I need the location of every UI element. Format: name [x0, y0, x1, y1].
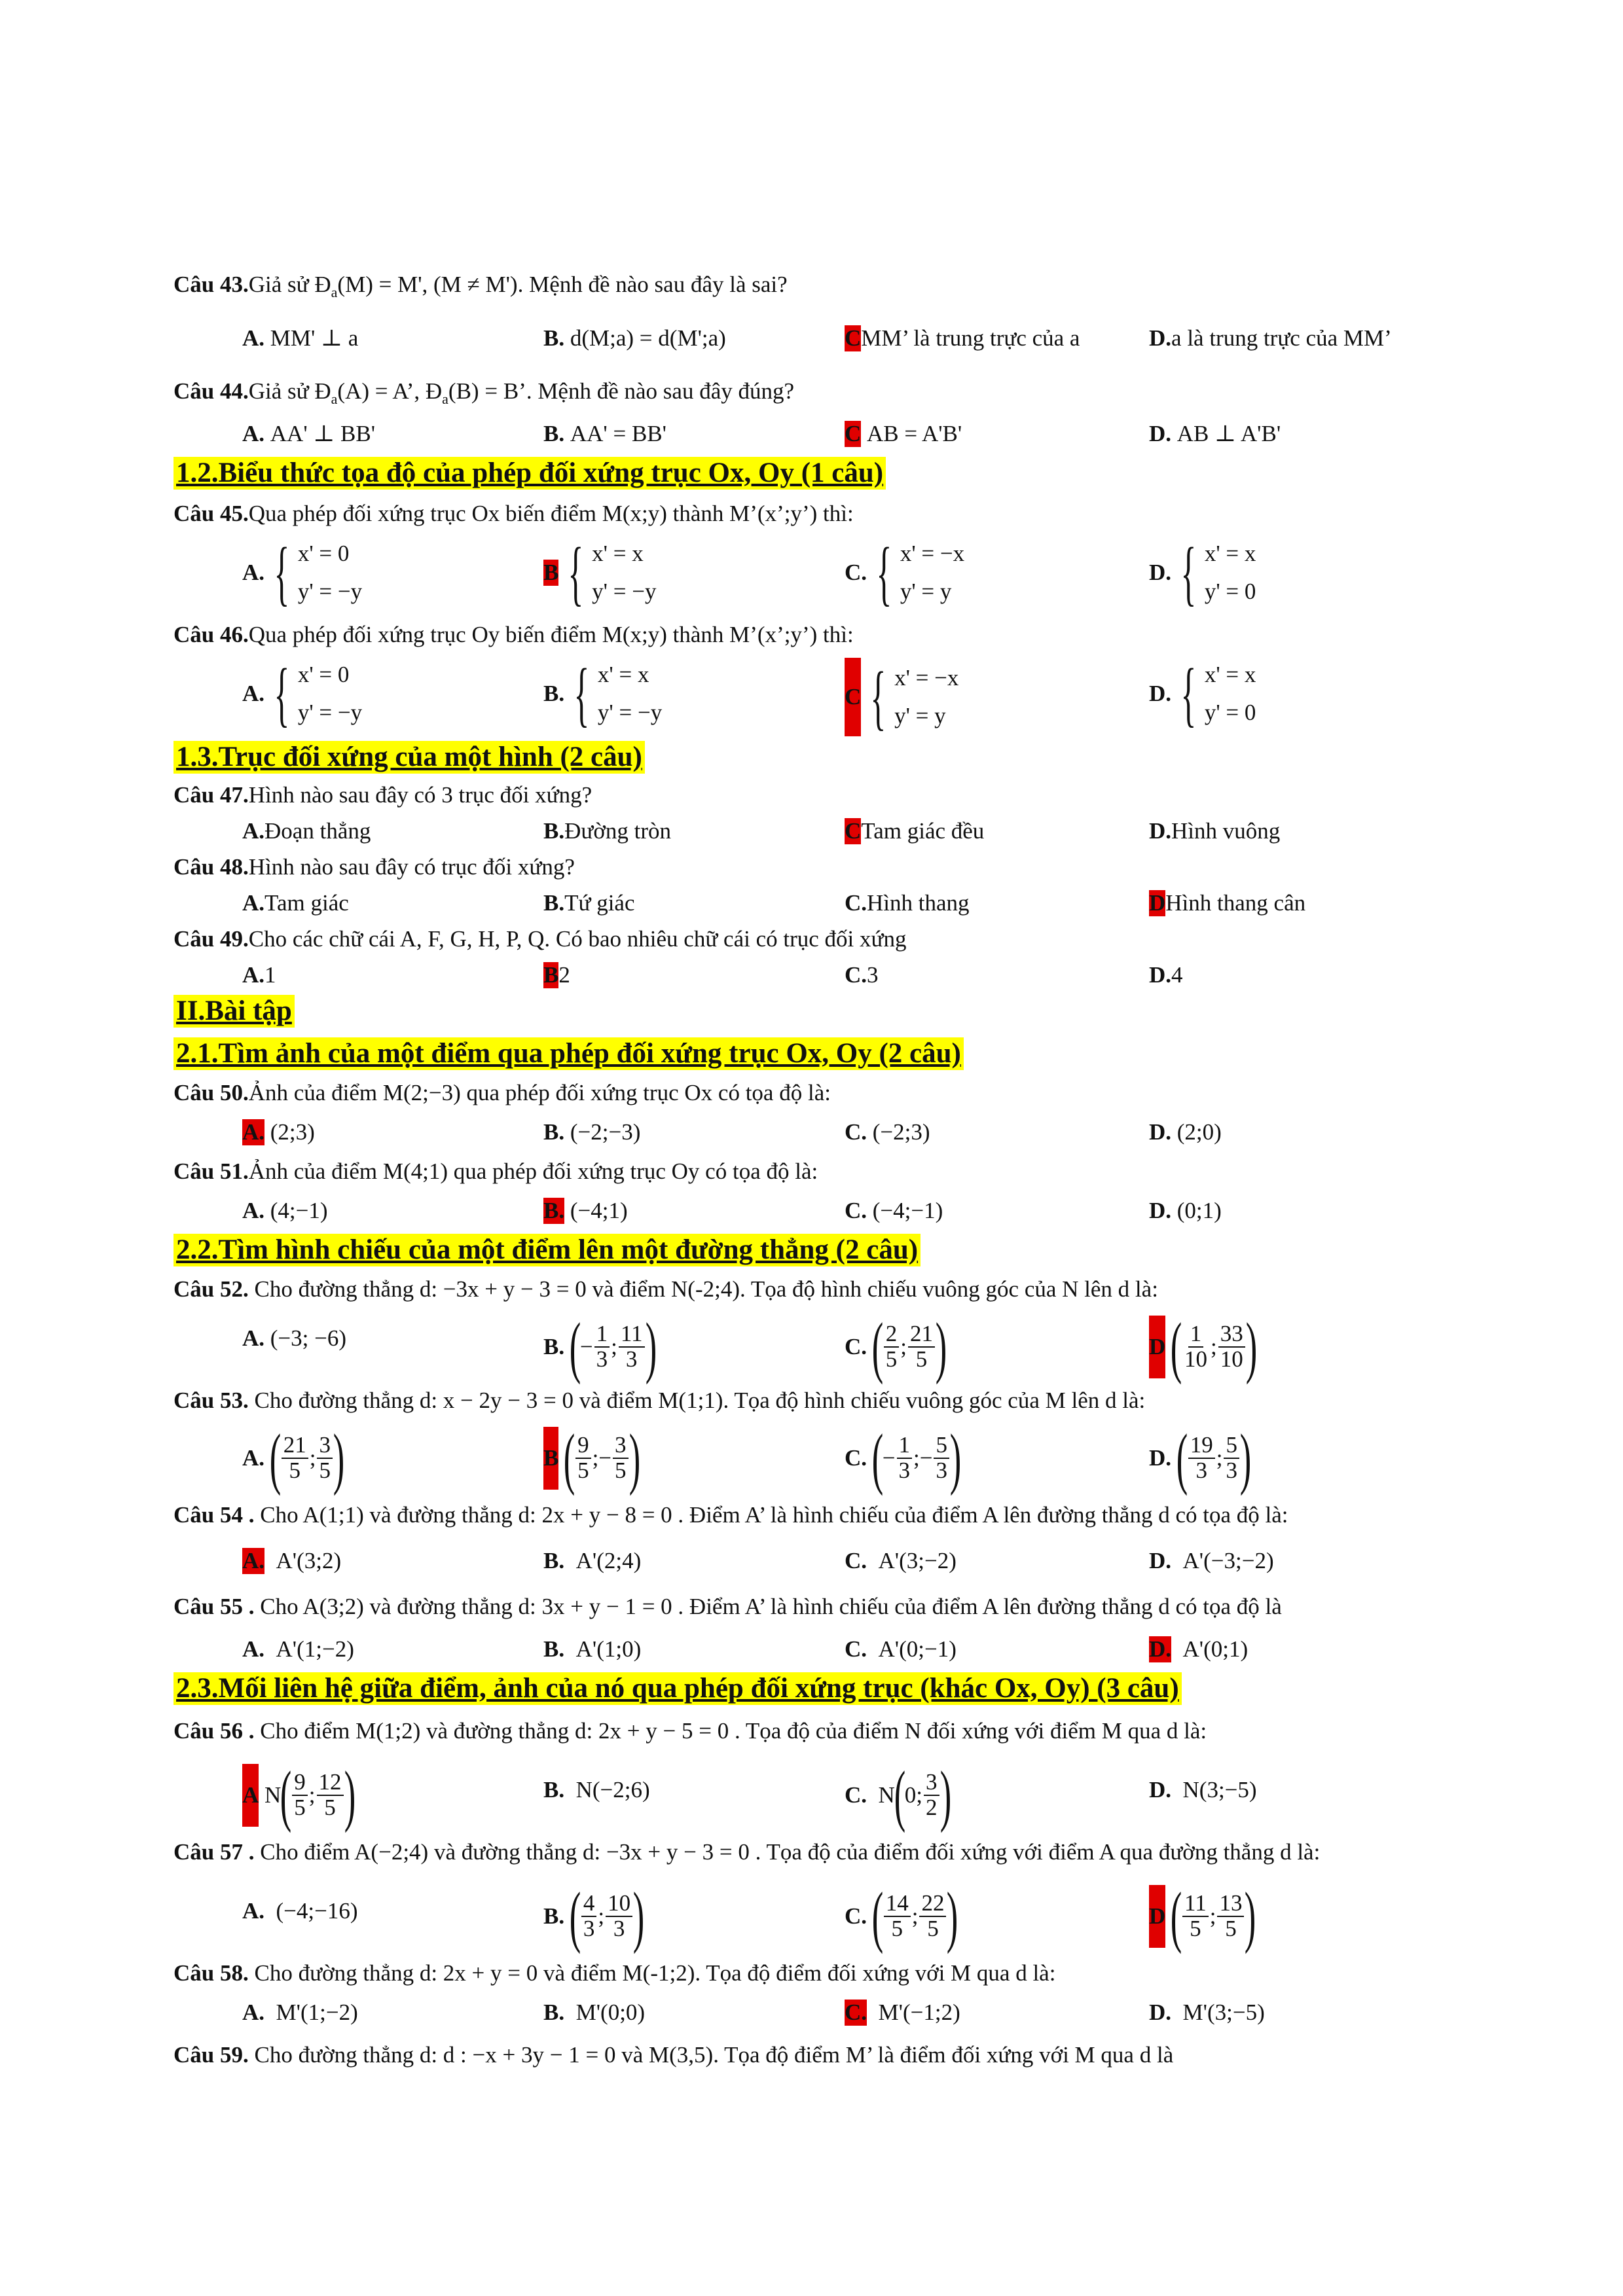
answer-marker: D	[1149, 890, 1166, 916]
q55-option-a[interactable]: A. A'(1;−2)	[242, 1636, 354, 1662]
q45-option-d[interactable]: D. { x' = x y' = 0	[1149, 533, 1256, 613]
q51-option-d[interactable]: D. (0;1)	[1149, 1198, 1222, 1223]
q44-option-c[interactable]: C AB = A'B'	[845, 421, 962, 446]
q46-option-a[interactable]: A. { x' = 0 y' = −y	[242, 654, 363, 734]
q50-option-b[interactable]: B. (−2;−3)	[543, 1119, 641, 1145]
q50-option-d[interactable]: D. (2;0)	[1149, 1119, 1222, 1145]
q56-option-c[interactable]: C. N ( 0; $\frac{3}{2}$ )	[845, 1757, 951, 1833]
answer-marker: C	[845, 421, 862, 446]
q52-option-b[interactable]: B. ( − $\frac{1}{3}$ ; $\frac{11}{3}$ )	[543, 1308, 657, 1385]
q52-option-c[interactable]: C. ( $\frac{2}{5}$ ; $\frac{21}{5}$ )	[845, 1308, 947, 1385]
answer-marker: C.	[845, 2000, 867, 2025]
answer-marker: D	[1149, 1316, 1165, 1378]
q55-option-b[interactable]: B. A'(1;0)	[543, 1636, 642, 1662]
q44-option-a[interactable]: A. AA' ⊥ BB'	[242, 421, 376, 446]
section-heading-1-2: 1.2.Biểu thức tọa độ của phép đối xứng trục Ox, Oy (1 câu)	[173, 457, 886, 490]
question-45: Câu 45.Qua phép đối xứng trục Ox biến điểm M(x;y) thành M’(x’;y’) thì:	[173, 501, 854, 526]
answer-marker: A.	[242, 1548, 265, 1573]
q53-option-c[interactable]: C. ( − $\frac{1}{3}$ ;− $\frac{5}{3}$ )	[845, 1420, 962, 1496]
question-46: Câu 46.Qua phép đối xứng trục Oy biến điểm M(x;y) thành M’(x’;y’) thì:	[173, 622, 854, 647]
section-heading-2-1: 2.1.Tìm ảnh của một điểm qua phép đối xứng trục Ox, Oy (2 câu)	[173, 1037, 964, 1070]
q52-option-d[interactable]: D ( $\frac{1}{10}$ ; $\frac{33}{10}$ )	[1149, 1308, 1257, 1385]
q54-option-b[interactable]: B. A'(2;4)	[543, 1548, 642, 1573]
q46-option-d[interactable]: D. { x' = x y' = 0	[1149, 654, 1256, 734]
q54-option-c[interactable]: C. A'(3;−2)	[845, 1548, 957, 1573]
q58-option-d[interactable]: D. M'(3;−5)	[1149, 2000, 1265, 2025]
q44-option-d[interactable]: D. AB ⊥ A'B'	[1149, 421, 1281, 446]
q51-option-a[interactable]: A. (4;−1)	[242, 1198, 328, 1223]
q47-option-b[interactable]: B. Đường tròn	[543, 818, 671, 844]
answer-marker: A.	[242, 1119, 265, 1145]
question-54: Câu 54 . Cho A(1;1) và đường thẳng d: 2x + y − 8 = 0 . Điểm A’ là hình chiếu của điểm A lên đường thẳng d có tọa độ là:	[173, 1502, 1288, 1528]
section-heading-ii: II.Bài tập	[173, 995, 295, 1028]
q46-option-b[interactable]: B. { x' = x y' = −y	[543, 654, 663, 734]
section-heading-1-3: 1.3.Trục đối xứng của một hình (2 câu)	[173, 741, 645, 774]
q44-option-b[interactable]: B. AA' = BB'	[543, 421, 666, 446]
question-51: Câu 51.Ảnh của điểm M(4;1) qua phép đối xứng trục Oy có tọa độ là:	[173, 1158, 818, 1184]
question-43: Câu 43.Giả sử $Đ_a(M) = M'$, (M ≠ M'). Mệnh đề nào sau đây là sai?	[173, 272, 788, 300]
question-49: Câu 49.Cho các chữ cái A, F, G, H, P, Q. Có bao nhiêu chữ cái có trục đối xứng	[173, 926, 907, 952]
q50-option-c[interactable]: C. (−2;3)	[845, 1119, 930, 1145]
q47-option-c[interactable]: C Tam giác đều	[845, 818, 985, 844]
q57-option-a[interactable]: A. (−4;−16)	[242, 1898, 358, 1924]
q43-option-c[interactable]: C MM’ là trung trực của a	[845, 325, 1080, 351]
q58-option-b[interactable]: B. M'(0;0)	[543, 2000, 646, 2025]
answer-marker: C	[845, 658, 861, 736]
answer-marker: B	[543, 962, 559, 988]
q58-option-c[interactable]: C. M'(−1;2)	[845, 2000, 960, 2025]
answer-marker: A	[242, 1764, 259, 1827]
answer-marker: B	[543, 560, 559, 585]
question-44: Câu 44.Giả sử $Đ_a(A) = A$’, $Đ_a(B) = B$’. Mệnh đề nào sau đây đúng?	[173, 378, 795, 407]
q53-option-a[interactable]: A. ( $\frac{21}{5}$ ; $\frac{3}{5}$ )	[242, 1420, 345, 1496]
q57-option-b[interactable]: B. ( $\frac{4}{3}$ ; $\frac{10}{3}$ )	[543, 1878, 645, 1954]
q49-option-c[interactable]: C. 3	[845, 962, 879, 988]
q51-option-c[interactable]: C. (−4;−1)	[845, 1198, 943, 1223]
question-56: Câu 56 . Cho điểm M(1;2) và đường thẳng d: 2x + y − 5 = 0 . Tọa độ của điểm N đối xứng với điểm M qua d là:	[173, 1718, 1207, 1744]
q54-option-d[interactable]: D. A'(−3;−2)	[1149, 1548, 1274, 1573]
answer-marker: C	[845, 325, 862, 351]
question-59: Câu 59. Cho đường thẳng d: d : −x + 3y − 1 = 0 và M(3,5). Tọa độ điểm M’ là điểm đối xứng với M qua d là	[173, 2042, 1174, 2068]
question-50: Câu 50.Ảnh của điểm M(2;−3) qua phép đối xứng trục Ox có tọa độ là:	[173, 1080, 831, 1105]
q52-option-a[interactable]: A. (−3; −6)	[242, 1325, 347, 1351]
question-47: Câu 47.Hình nào sau đây có 3 trục đối xứng?	[173, 782, 593, 808]
q43-option-a[interactable]: A. MM' ⊥ a	[242, 325, 359, 351]
question-58: Câu 58. Cho đường thẳng d: 2x + y = 0 và điểm M(-1;2). Tọa độ điểm đối xứng với M qua d là:	[173, 1960, 1056, 1986]
q53-option-d[interactable]: D. ( $\frac{19}{3}$ ; $\frac{5}{3}$ )	[1149, 1420, 1252, 1496]
q58-option-a[interactable]: A. M'(1;−2)	[242, 2000, 358, 2025]
question-52: Câu 52. Cho đường thẳng d: −3x + y − 3 = 0 và điểm N(-2;4). Tọa độ hình chiếu vuông góc của N lên d là:	[173, 1276, 1158, 1302]
q48-option-a[interactable]: A. Tam giác	[242, 890, 349, 916]
q56-option-d[interactable]: D. N(3;−5)	[1149, 1777, 1257, 1803]
question-48: Câu 48.Hình nào sau đây có trục đối xứng?	[173, 854, 575, 880]
q56-option-b[interactable]: B. N(−2;6)	[543, 1777, 650, 1803]
q57-option-c[interactable]: C. ( $\frac{14}{5}$ ; $\frac{22}{5}$ )	[845, 1878, 958, 1954]
q48-option-b[interactable]: B. Tứ giác	[543, 890, 635, 916]
q46-option-c[interactable]: C { x' = −x y' = y	[845, 657, 959, 737]
q56-option-a[interactable]: A N ( $\frac{9}{5}$ ; $\frac{12}{5}$ )	[242, 1757, 356, 1833]
q45-option-c[interactable]: C. { x' = −x y' = y	[845, 533, 965, 613]
question-55: Câu 55 . Cho A(3;2) và đường thẳng d: 3x + y − 1 = 0 . Điểm A’ là hình chiếu của điểm A lên đường thẳng d có tọa độ là	[173, 1594, 1282, 1619]
question-53: Câu 53. Cho đường thẳng d: x − 2y − 3 = 0 và điểm M(1;1). Tọa độ hình chiếu vuông góc của M lên d là:	[173, 1388, 1146, 1413]
answer-marker: C	[845, 818, 862, 844]
q53-option-b[interactable]: B ( $\frac{9}{5}$ ;− $\frac{3}{5}$ )	[543, 1420, 640, 1496]
answer-marker: D	[1149, 1885, 1165, 1948]
answer-marker: D.	[1149, 1636, 1172, 1662]
q54-option-a[interactable]: A. A'(3;2)	[242, 1548, 342, 1573]
q50-option-a[interactable]: A. (2;3)	[242, 1119, 315, 1145]
q51-option-b[interactable]: B. (−4;1)	[543, 1198, 628, 1223]
q49-option-d[interactable]: D. 4	[1149, 962, 1183, 988]
q55-option-c[interactable]: C. A'(0;−1)	[845, 1636, 957, 1662]
q45-option-a[interactable]: A. { x' = 0 y' = −y	[242, 533, 363, 613]
answer-marker: B.	[543, 1198, 565, 1223]
section-heading-2-3: 2.3.Mối liên hệ giữa điểm, ảnh của nó qua phép đối xứng trục (khác Ox, Oy) (3 câu)	[173, 1672, 1182, 1705]
question-57: Câu 57 . Cho điểm A(−2;4) và đường thẳng d: −3x + y − 3 = 0 . Tọa độ của điểm đối xứng với điểm A qua đường thẳng d là:	[173, 1839, 1321, 1865]
q45-option-b[interactable]: B { x' = x y' = −y	[543, 533, 657, 613]
q43-option-b[interactable]: B. d(M;a) = d(M';a)	[543, 325, 726, 351]
q48-option-d[interactable]: D Hình thang cân	[1149, 890, 1306, 916]
q49-option-b[interactable]: B 2	[543, 962, 570, 988]
q43-option-d[interactable]: D. a là trung trực của MM’	[1149, 325, 1392, 351]
q57-option-d[interactable]: D ( $\frac{11}{5}$ ; $\frac{13}{5}$ )	[1149, 1878, 1256, 1954]
q49-option-a[interactable]: A. 1	[242, 962, 276, 988]
answer-marker: B	[543, 1427, 558, 1490]
q55-option-d[interactable]: D. A'(0;1)	[1149, 1636, 1249, 1662]
q47-option-d[interactable]: D. Hình vuông	[1149, 818, 1281, 844]
section-heading-2-2: 2.2.Tìm hình chiếu của một điểm lên một đường thẳng (2 câu)	[173, 1234, 921, 1266]
q48-option-c[interactable]: C. Hình thang	[845, 890, 970, 916]
q47-option-a[interactable]: A. Đoạn thẳng	[242, 818, 371, 844]
